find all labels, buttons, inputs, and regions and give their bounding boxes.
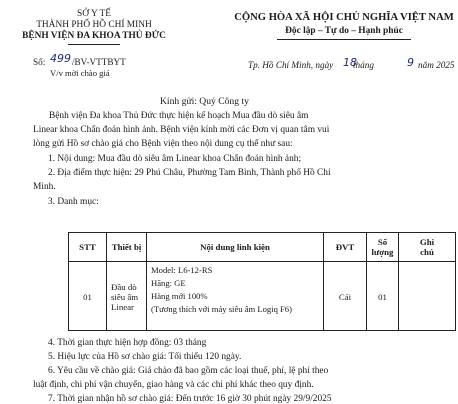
cell-note bbox=[399, 262, 455, 331]
ref-number-handwritten: 499 bbox=[50, 52, 71, 65]
item-5: 5. Hiệu lực của Hồ sơ chào giá: Tối thiểu 120 ngày. bbox=[48, 352, 242, 362]
cell-device-line-2: siêu âm bbox=[111, 291, 139, 302]
intro-line-3: lòng gửi Hồ sơ chào giá cho Bệnh viện theo nội dung cụ thể như sau: bbox=[33, 139, 293, 149]
spec-list bbox=[151, 264, 292, 316]
item-6-line-2: luật định, chi phí vận chuyển, giao hàng và các chi phí khác theo quy định. bbox=[33, 380, 314, 390]
item-2-line-2: Minh. bbox=[33, 182, 56, 192]
header-unit: ĐVT bbox=[324, 233, 367, 261]
agency-name: SỞ Y TẾ bbox=[76, 9, 112, 19]
cell-device-line-1: Đầu dò bbox=[111, 281, 137, 292]
date-year: năm 2025 bbox=[418, 60, 455, 70]
header-left-underline bbox=[68, 44, 120, 45]
cell-device-line-3: Linear bbox=[111, 301, 134, 312]
spec-brand: Hãng: GE bbox=[151, 278, 186, 288]
national-title: CỘNG HÒA XÃ HỘI CHỦ NGHĨA VIỆT NAM bbox=[234, 12, 454, 23]
item-6-line-1: 6. Yêu cầu về chào giá: Giá chào đã bao gồm các loại thuế, phí, lệ phí theo bbox=[48, 366, 329, 376]
header-note bbox=[399, 233, 455, 261]
date-month-word: tháng bbox=[353, 60, 374, 70]
national-motto: Độc lập – Tự do – Hạnh phúc bbox=[285, 26, 403, 36]
header-note-line-1: Ghi bbox=[419, 236, 435, 247]
header-note-line-2: chú bbox=[420, 247, 434, 257]
item-4: 4. Thời gian thực hiện hợp đồng: 03 tháng bbox=[48, 338, 207, 348]
hospital-name: BỆNH VIỆN ĐA KHOA THỦ ĐỨC bbox=[22, 31, 166, 41]
header-right-underline bbox=[277, 39, 411, 40]
spec-model: Model: L6-12-RS bbox=[151, 265, 213, 275]
spec-new: Hàng mới 100% bbox=[151, 291, 208, 301]
item-7-partial: 7. Thời gian nhận hồ sơ chào giá: Đến trước 16 giờ 30 phút ngày 29/9/2025 bbox=[48, 394, 332, 404]
item-1: 1. Nội dung: Mua đầu dò siêu âm Linear khoa Chẩn đoán hình ảnh; bbox=[48, 154, 302, 164]
date-day-handwritten: 18 bbox=[343, 56, 357, 69]
ref-label: Số: bbox=[33, 57, 46, 67]
cell-stt: 01 bbox=[69, 262, 107, 331]
intro-line-2: Linear khoa Chẩn đoán hình ảnh. Bệnh viện kính mời các Đơn vị quan tâm vui bbox=[33, 125, 330, 135]
header-qty bbox=[367, 233, 399, 261]
ref-subject: V/v mời chào giá bbox=[50, 68, 110, 78]
cell-device bbox=[107, 262, 147, 331]
recipient-line: Kính gửi: Quý Công ty bbox=[160, 96, 249, 107]
header-qty-line-2: lượng bbox=[371, 247, 394, 257]
header-content: Nội dung linh kiện bbox=[147, 233, 324, 261]
header-stt: STT bbox=[69, 233, 107, 261]
ref-suffix: /BV-VTTBYT bbox=[72, 57, 126, 67]
item-table bbox=[68, 232, 456, 331]
cell-unit: Cái bbox=[324, 262, 367, 331]
item-3: 3. Danh mục: bbox=[48, 197, 99, 207]
item-2-line-1: 2. Địa điểm thực hiện: 29 Phú Châu, Phường Tam Bình, Thành phố Hồ Chí bbox=[48, 168, 331, 178]
cell-qty: 01 bbox=[367, 262, 399, 331]
city-name: THÀNH PHỐ HỒ CHÍ MINH bbox=[36, 20, 152, 30]
spec-compat: (Tương thích với máy siêu âm Logiq F6) bbox=[151, 304, 292, 314]
intro-line-1: Bệnh viện Đa khoa Thủ Đức thực hiện kế hoạch Mua đầu dò siêu âm bbox=[49, 111, 309, 121]
date-month-handwritten: 9 bbox=[407, 56, 414, 69]
header-qty-line-1: Số bbox=[377, 236, 388, 247]
header-device: Thiết bị bbox=[107, 233, 147, 261]
date-prefix: Tp. Hồ Chí Minh, ngày bbox=[248, 60, 334, 70]
